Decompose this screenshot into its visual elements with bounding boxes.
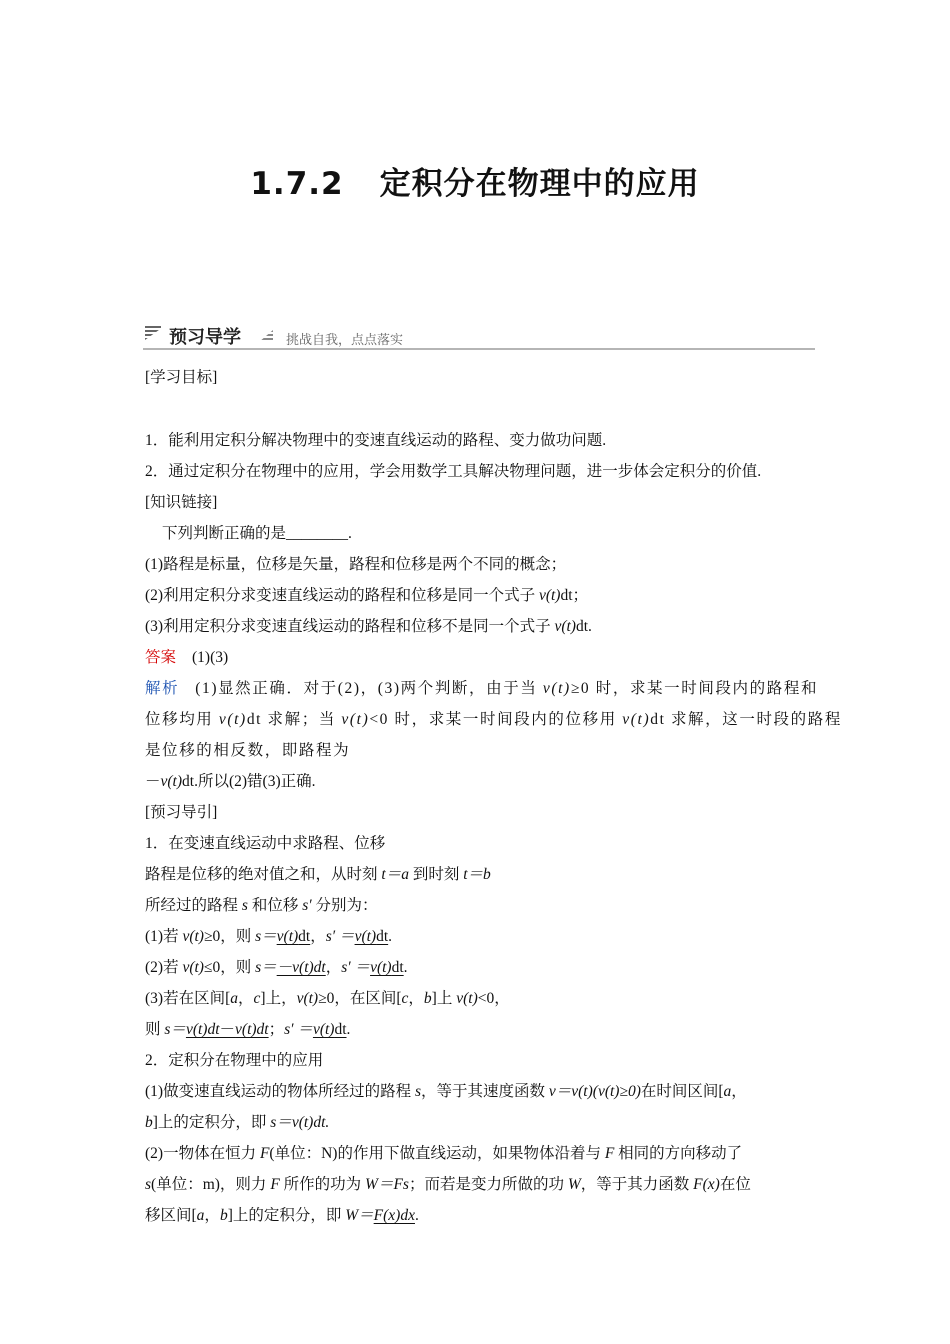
math: s′ ＝ xyxy=(284,1021,313,1038)
text: dt 求解；当 xyxy=(246,711,342,728)
text: 移区间[ xyxy=(145,1207,197,1224)
math: b xyxy=(145,1114,153,1131)
math: a xyxy=(196,1207,205,1224)
text: ， xyxy=(325,959,342,976)
case-2 xyxy=(145,952,813,983)
guide-line-1 xyxy=(145,859,813,890)
section-title: 定积分在物理中的应用 xyxy=(379,166,700,202)
statement-2 xyxy=(145,580,813,611)
document-body xyxy=(145,362,842,1231)
text: (2)利用定积分求变速直线运动的路程和位移是同一个式子 xyxy=(145,587,539,604)
math-vt: v(t) xyxy=(341,711,370,728)
text: (3)利用定积分求变速直线运动的路程和位移不是同一个式子 xyxy=(145,618,555,635)
math: v(t)dt xyxy=(235,1021,269,1038)
text: (1)做变速直线运动的物体所经过的路程 xyxy=(145,1083,415,1100)
math: F xyxy=(270,1176,280,1193)
text: ； xyxy=(268,1021,285,1038)
text: dt xyxy=(298,928,311,945)
case-1 xyxy=(145,921,813,952)
math-vt: v(t) xyxy=(622,711,651,728)
math: a xyxy=(230,990,238,1007)
fill-blank: －v(t)dt xyxy=(276,959,326,976)
math: s xyxy=(145,1176,152,1193)
analysis-label: 解析 xyxy=(145,680,180,697)
answer-label: 答案 xyxy=(145,649,177,666)
text: ]上 xyxy=(431,990,457,1007)
fill-blank: F(x)dx xyxy=(373,1207,415,1224)
math: s′ xyxy=(302,897,312,914)
text: dt xyxy=(376,928,389,945)
math-vt: v(t) xyxy=(218,711,247,728)
text: (1)显然正确．对于(2)，(3)两个判断，由于当 xyxy=(195,680,543,697)
math: a xyxy=(723,1083,732,1100)
banner-rule xyxy=(143,348,815,350)
text: 到时刻 xyxy=(408,866,464,883)
text: ，等于其速度函数 xyxy=(421,1083,549,1100)
math-vt: v(t) xyxy=(370,959,392,976)
text: 则 xyxy=(145,1021,165,1038)
links-question: 下列判断正确的是________. xyxy=(162,525,352,542)
guide-line-6 xyxy=(145,1169,813,1200)
text: ≥0，在区间[ xyxy=(318,990,402,1007)
goal-item-2: 2．通过定积分在物理中的应用，学会用数学工具解决物理问题，进一步体会定积分的价值. xyxy=(145,463,762,480)
analysis-line-2 xyxy=(145,704,842,735)
math-vt: v(t) xyxy=(542,680,571,697)
math: v＝v(t)(v(t)≥0) xyxy=(548,1083,641,1100)
text: <0 时，求某一时间段内的位移用 xyxy=(369,711,623,728)
math-vt: v(t) xyxy=(456,990,478,1007)
math: W＝ xyxy=(345,1207,374,1224)
text: (1)若 xyxy=(145,928,183,945)
text: ， xyxy=(408,990,424,1007)
math: b xyxy=(219,1207,228,1224)
math: s＝ xyxy=(255,959,277,976)
answer-line xyxy=(145,642,813,673)
math-vt: v(t) xyxy=(160,773,183,790)
text: 相同的方向移动了 xyxy=(614,1145,743,1162)
text: ≥0，则 xyxy=(203,928,256,945)
math: W＝Fs xyxy=(365,1176,409,1193)
math: c xyxy=(253,990,261,1007)
math-vt: v(t) xyxy=(354,928,377,945)
text: ，等于其力函数 xyxy=(580,1176,694,1193)
text: 在位 xyxy=(719,1176,751,1193)
math-vt: v(t) xyxy=(182,959,204,976)
text: (3)若在区间[ xyxy=(145,990,231,1007)
text: 分别为： xyxy=(311,897,378,914)
text: (2)若 xyxy=(145,959,183,976)
text: 所作的功为 xyxy=(279,1176,366,1193)
text: ]上的定积分，即 xyxy=(152,1114,271,1131)
guide-line-3 xyxy=(145,1076,813,1107)
guide-line-5 xyxy=(145,1138,813,1169)
text: 在时间区间[ xyxy=(640,1083,724,1100)
banner-name: 预习导学 xyxy=(169,327,241,348)
analysis-line-3: 是位移的相反数，即路程为 xyxy=(145,742,351,759)
guide-line-2 xyxy=(145,890,813,921)
text: ]上的定积分，即 xyxy=(227,1207,346,1224)
page-title xyxy=(0,158,950,203)
case-3 xyxy=(145,983,813,1014)
fill-blank xyxy=(313,1021,347,1038)
text: (单位：N)的作用下做直线运动，如果物体沿着与 xyxy=(269,1145,605,1162)
guide-line-4 xyxy=(145,1107,813,1138)
math-vt: v(t) xyxy=(182,928,204,945)
math-vt: v(t) xyxy=(538,587,561,604)
statement-3 xyxy=(145,611,813,642)
math: s＝ xyxy=(255,928,277,945)
math: v(t)dt xyxy=(185,1021,220,1038)
guide-heading: [预习导引] xyxy=(145,804,218,821)
math: F(x) xyxy=(693,1176,720,1193)
fill-blank xyxy=(370,959,404,976)
text: ， xyxy=(310,928,326,945)
goals-heading: [学习目标] xyxy=(145,369,218,386)
math-vt: v(t) xyxy=(276,928,299,945)
answer-value: (1)(3) xyxy=(192,649,229,666)
text: ， xyxy=(238,990,254,1007)
text: ≤0，则 xyxy=(203,959,256,976)
text: ， xyxy=(204,1207,220,1224)
section-banner xyxy=(143,322,815,350)
math-vt: v(t) xyxy=(312,1021,335,1038)
banner-subtitle: 挑战自我，点点落实 xyxy=(286,333,404,348)
text: 位移均用 xyxy=(145,711,219,728)
banner-corner-icon xyxy=(259,330,273,342)
math: F xyxy=(259,1145,270,1162)
math: s xyxy=(241,897,248,914)
fill-blank xyxy=(186,1021,269,1038)
text: (2)一物体在恒力 xyxy=(145,1145,260,1162)
analysis-line-4 xyxy=(145,766,813,797)
text: dt 求解，这一时段的路程 xyxy=(650,711,842,728)
text: ]上， xyxy=(260,990,297,1007)
section-number: 1.7.2 xyxy=(250,166,344,202)
math: W xyxy=(567,1176,581,1193)
math: F xyxy=(604,1145,615,1162)
math: s＝ xyxy=(164,1021,186,1038)
math: s′ ＝ xyxy=(341,959,371,976)
math: s xyxy=(414,1083,421,1100)
text: <0， xyxy=(477,990,510,1007)
math-vt: v(t) xyxy=(554,618,576,635)
math: s′ ＝ xyxy=(325,928,355,945)
math: t＝a xyxy=(381,866,409,883)
math: s＝v(t)dt. xyxy=(270,1114,330,1131)
text: dt xyxy=(391,959,404,976)
text: － xyxy=(145,773,161,790)
text: ≥0 时，求某一时间段内的路程和 xyxy=(570,680,819,697)
goal-item-1: 1．能利用定积分解决物理中的变速直线运动的路程、变力做功问题. xyxy=(145,432,607,449)
spacer xyxy=(145,393,813,425)
text: . xyxy=(403,959,408,976)
text: dt. xyxy=(575,618,592,635)
guide-subheading-1: 1．在变速直线运动中求路程、位移 xyxy=(145,835,386,852)
text: 所经过的路程 xyxy=(145,897,242,914)
links-heading: [知识链接] xyxy=(145,494,218,511)
math: t＝b xyxy=(463,866,491,883)
text: dt； xyxy=(560,587,589,604)
statement-1: (1)路程是标量，位移是矢量，路程和位移是两个不同的概念； xyxy=(145,556,567,573)
math: b xyxy=(423,990,432,1007)
text: dt.所以(2)错(3)正确. xyxy=(182,773,316,790)
banner-stripes-icon xyxy=(145,326,161,340)
math-vt: v(t) xyxy=(296,990,319,1007)
text: 和位移 xyxy=(247,897,303,914)
math: c xyxy=(401,990,409,1007)
text: dt xyxy=(334,1021,347,1038)
case-3-result xyxy=(145,1014,813,1045)
text: . xyxy=(388,928,393,945)
text: . xyxy=(414,1207,419,1224)
text: － xyxy=(219,1021,236,1038)
text: . xyxy=(346,1021,351,1038)
text: (单位：m)，则力 xyxy=(151,1176,271,1193)
text: ；而若是变力所做的功 xyxy=(408,1176,568,1193)
analysis-line-1 xyxy=(145,673,819,704)
guide-subheading-2: 2．定积分在物理中的应用 xyxy=(145,1052,324,1069)
text: ， xyxy=(731,1083,747,1100)
guide-line-7 xyxy=(145,1200,813,1231)
fill-blank xyxy=(355,928,389,945)
text: 路程是位移的绝对值之和，从时刻 xyxy=(145,866,382,883)
fill-blank xyxy=(277,928,311,945)
